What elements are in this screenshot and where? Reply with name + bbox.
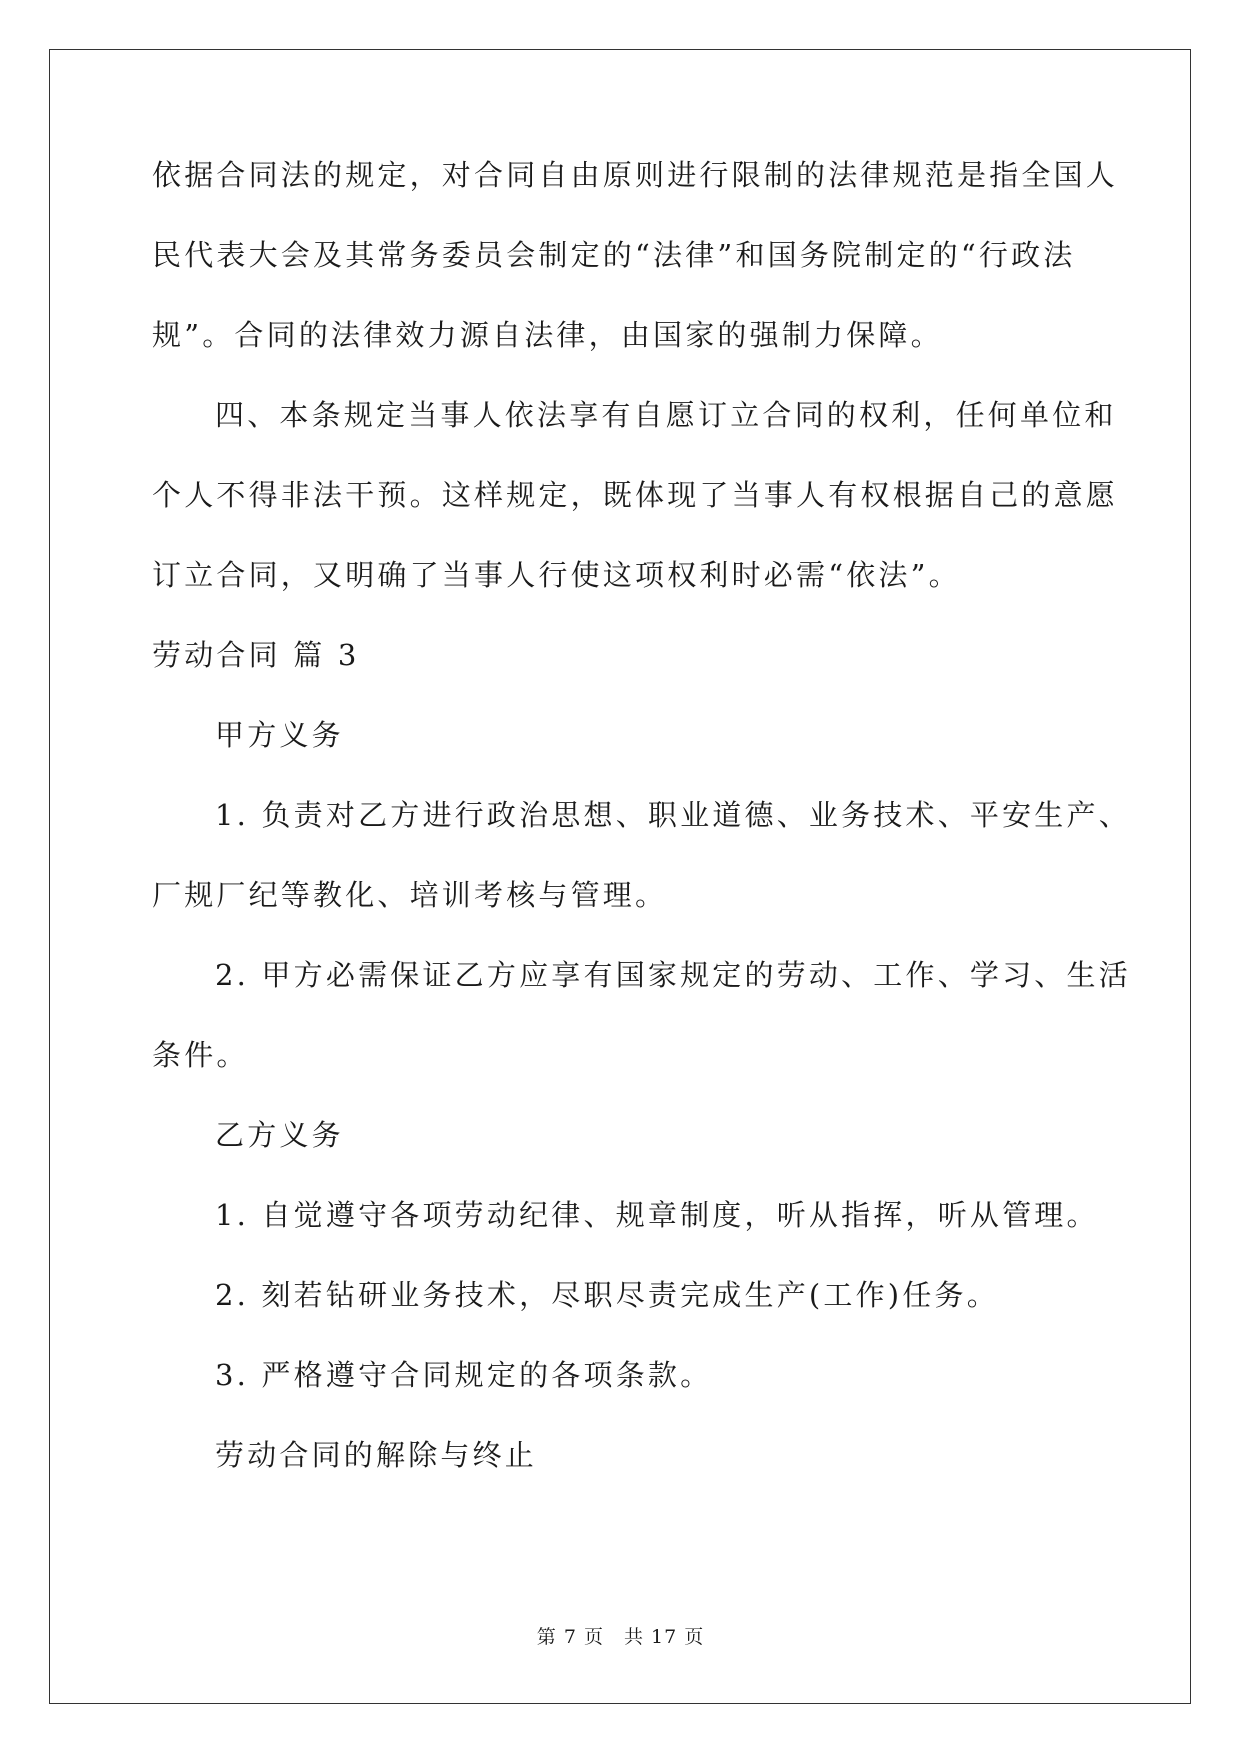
page-number: 第 7 页 bbox=[536, 1626, 604, 1648]
paragraph-line: 四、本条规定当事人依法享有自愿订立合同的权利，任何单位和 bbox=[215, 398, 1117, 432]
paragraph-line: 条件。 bbox=[152, 1038, 249, 1072]
paragraph-line: 依据合同法的规定，对合同自由原则进行限制的法律规范是指全国人 bbox=[152, 158, 1119, 192]
subsection-heading: 乙方义务 bbox=[215, 1118, 344, 1152]
paragraph-line: 厂规厂纪等教化、培训考核与管理。 bbox=[152, 878, 668, 912]
list-item: 2. 甲方必需保证乙方应享有国家规定的劳动、工作、学习、生活 bbox=[215, 958, 1131, 992]
subsection-heading: 劳动合同的解除与终止 bbox=[215, 1438, 538, 1472]
paragraph-line: 订立合同，又明确了当事人行使这项权利时必需“依法”。 bbox=[152, 558, 961, 592]
list-item: 2. 刻若钻研业务技术，尽职尽责完成生产(工作)任务。 bbox=[215, 1278, 999, 1312]
subsection-heading: 甲方义务 bbox=[215, 718, 344, 752]
page-total: 共 17 页 bbox=[623, 1626, 705, 1648]
list-item: 1. 负责对乙方进行政治思想、职业道德、业务技术、平安生产、 bbox=[215, 798, 1131, 832]
paragraph-line: 民代表大会及其常务委员会制定的“法律”和国务院制定的“行政法 bbox=[152, 238, 1076, 272]
paragraph-line: 规”。合同的法律效力源自法律，由国家的强制力保障。 bbox=[152, 318, 943, 352]
list-item: 3. 严格遵守合同规定的各项条款。 bbox=[215, 1358, 713, 1392]
paragraph-line: 个人不得非法干预。这样规定，既体现了当事人有权根据自己的意愿 bbox=[152, 478, 1119, 512]
page-footer bbox=[0, 1622, 1241, 1649]
section-heading: 劳动合同 篇 3 bbox=[152, 638, 360, 672]
list-item: 1. 自觉遵守各项劳动纪律、规章制度，听从指挥，听从管理。 bbox=[215, 1198, 1099, 1232]
